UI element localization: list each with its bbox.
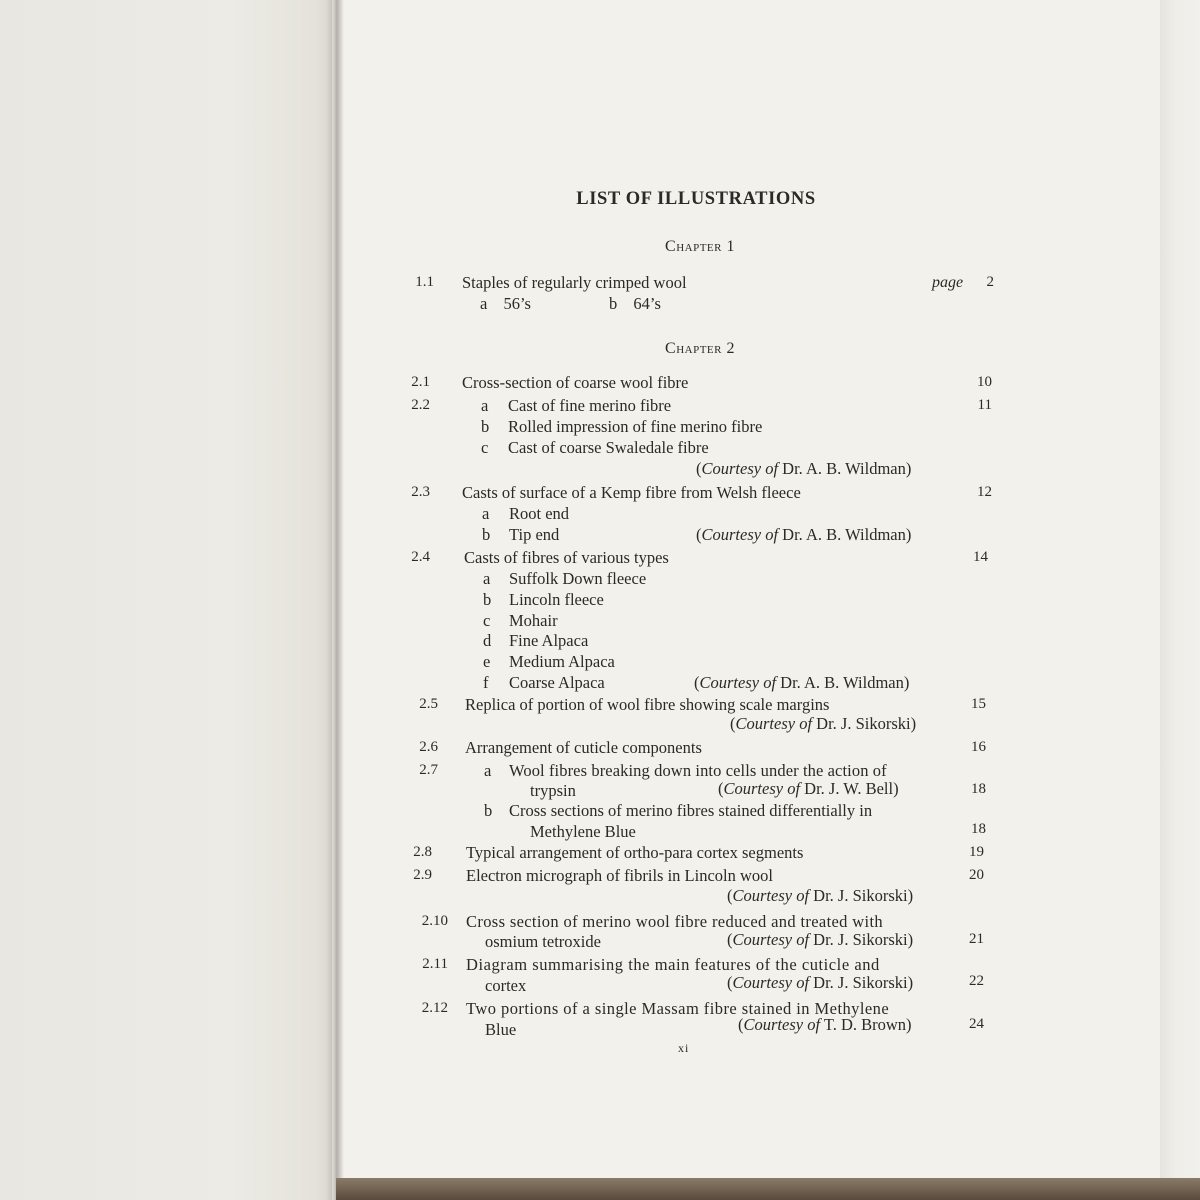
figure-number: 2.3 bbox=[411, 484, 430, 500]
sub-label-continued: trypsin bbox=[530, 781, 576, 800]
sub-letter: b bbox=[482, 525, 491, 544]
page-number: 14 bbox=[973, 549, 988, 565]
book-bottom-edge bbox=[336, 1178, 1200, 1200]
sub-letter: a bbox=[480, 294, 488, 313]
sub-letter: a bbox=[481, 396, 489, 415]
entry-title: Replica of portion of wool fibre showing scale margins bbox=[465, 695, 830, 714]
figure-number: 2.7 bbox=[419, 762, 438, 778]
entry-title-continued: cortex bbox=[485, 976, 527, 995]
page-number: 11 bbox=[977, 397, 992, 413]
sub-label: Cast of fine merino fibre bbox=[508, 396, 672, 415]
entry-2-8 bbox=[382, 843, 984, 865]
courtesy-credit: (Courtesy of Dr. J. Sikorski) bbox=[727, 886, 914, 905]
entry-title: Electron micrograph of fibrils in Lincoln wool bbox=[466, 866, 774, 885]
page-number: 18 bbox=[971, 781, 986, 797]
entry-2-1 bbox=[380, 373, 992, 395]
sub-letter: b bbox=[483, 590, 492, 609]
page-number: 18 bbox=[971, 821, 986, 837]
sub-label: Wool fibres breaking down into cells under the action of bbox=[509, 761, 887, 780]
page-number: 24 bbox=[969, 1016, 984, 1032]
figure-number: 2.4 bbox=[411, 549, 430, 565]
sub-letter: b bbox=[609, 294, 618, 313]
sub-letter: a bbox=[484, 761, 492, 780]
sub-label: Lincoln fleece bbox=[509, 590, 604, 609]
courtesy-credit: (Courtesy of Dr. A. B. Wildman) bbox=[694, 673, 910, 692]
entry-title: Cross-section of coarse wool fibre bbox=[462, 373, 689, 392]
courtesy-credit: (Courtesy of Dr. J. Sikorski) bbox=[730, 714, 917, 733]
figure-number: 2.12 bbox=[421, 1000, 448, 1016]
entry-title: Cross section of merino wool fibre reduced and treated with bbox=[466, 912, 883, 931]
page-number: 15 bbox=[971, 696, 986, 712]
entry-title: Casts of fibres of various types bbox=[464, 548, 669, 567]
entry-title-continued: osmium tetroxide bbox=[485, 932, 601, 951]
page-number: 12 bbox=[977, 484, 992, 500]
figure-number: 2.11 bbox=[422, 956, 448, 972]
courtesy-credit: (Courtesy of Dr. A. B. Wildman) bbox=[696, 525, 912, 544]
page-title: LIST OF ILLUSTRATIONS bbox=[576, 189, 816, 209]
courtesy-credit: (Courtesy of Dr. J. W. Bell) bbox=[718, 779, 899, 798]
page-number: 10 bbox=[977, 374, 992, 390]
page-label: page bbox=[932, 274, 964, 291]
sub-label: Rolled impression of fine merino fibre bbox=[508, 417, 763, 436]
entry-title: Arrangement of cuticle components bbox=[465, 738, 702, 757]
page-number: 19 bbox=[969, 844, 984, 860]
entry-2-6 bbox=[388, 738, 986, 760]
sub-letter: a bbox=[483, 569, 491, 588]
sub-label: Cast of coarse Swaledale fibre bbox=[508, 438, 709, 457]
page-number: 21 bbox=[969, 931, 984, 947]
sub-label: Cross sections of merino fibres stained differentially in bbox=[509, 801, 873, 820]
sub-label: Suffolk Down fleece bbox=[509, 569, 647, 588]
entry-title: Diagram summarising the main features of the cuticle and bbox=[466, 955, 880, 974]
sub-label: Coarse Alpaca bbox=[509, 673, 605, 692]
figure-number: 2.9 bbox=[413, 867, 432, 883]
page-number: 2 bbox=[986, 274, 994, 290]
figure-number: 2.6 bbox=[419, 739, 438, 755]
sub-letter: e bbox=[483, 652, 491, 671]
chapter-heading-2: Chapter 2 bbox=[665, 340, 735, 357]
sub-letter: f bbox=[483, 673, 489, 692]
figure-number: 2.2 bbox=[411, 397, 430, 413]
courtesy-credit: (Courtesy of Dr. A. B. Wildman) bbox=[696, 459, 912, 478]
entry-title-continued: Blue bbox=[485, 1020, 517, 1039]
entry-title: Two portions of a single Massam fibre stained in Methylene bbox=[466, 999, 890, 1018]
sub-letter: c bbox=[483, 611, 491, 630]
figure-number: 2.8 bbox=[413, 844, 432, 860]
sub-label: Fine Alpaca bbox=[509, 631, 589, 650]
sub-letter: c bbox=[481, 438, 489, 457]
sub-letter: a bbox=[482, 504, 490, 523]
book-gutter bbox=[326, 0, 344, 1200]
page-edge bbox=[1160, 0, 1200, 1200]
figure-number: 2.1 bbox=[411, 374, 430, 390]
page-number: 20 bbox=[969, 867, 984, 883]
page-folio: xi bbox=[678, 1041, 690, 1055]
sub-label: 64’s bbox=[633, 294, 661, 313]
entry-title: Casts of surface of a Kemp fibre from Welsh fleece bbox=[462, 483, 801, 502]
sub-label: Root end bbox=[509, 504, 570, 523]
sub-label: Mohair bbox=[509, 611, 558, 630]
sub-label: 56’s bbox=[503, 294, 531, 313]
courtesy-credit: (Courtesy of Dr. J. Sikorski) bbox=[727, 930, 914, 949]
page-number: 22 bbox=[969, 973, 984, 989]
sub-label-continued: Methylene Blue bbox=[530, 822, 636, 841]
sub-letter: b bbox=[481, 417, 490, 436]
sub-label: Tip end bbox=[509, 525, 560, 544]
figure-number: 2.10 bbox=[421, 913, 448, 929]
page-number: 16 bbox=[971, 739, 986, 755]
entry-title: Staples of regularly crimped wool bbox=[462, 273, 687, 292]
sub-letter: d bbox=[483, 631, 492, 650]
entry-title: Typical arrangement of ortho-para cortex segments bbox=[466, 843, 804, 862]
courtesy-credit: (Courtesy of T. D. Brown) bbox=[738, 1015, 912, 1034]
chapter-heading-1: Chapter 1 bbox=[665, 238, 735, 255]
courtesy-credit: (Courtesy of Dr. J. Sikorski) bbox=[727, 973, 914, 992]
sub-label: Medium Alpaca bbox=[509, 652, 615, 671]
inside-cover bbox=[0, 0, 332, 1200]
figure-number: 1.1 bbox=[415, 274, 434, 290]
figure-number: 2.5 bbox=[419, 696, 438, 712]
sub-letter: b bbox=[484, 801, 493, 820]
